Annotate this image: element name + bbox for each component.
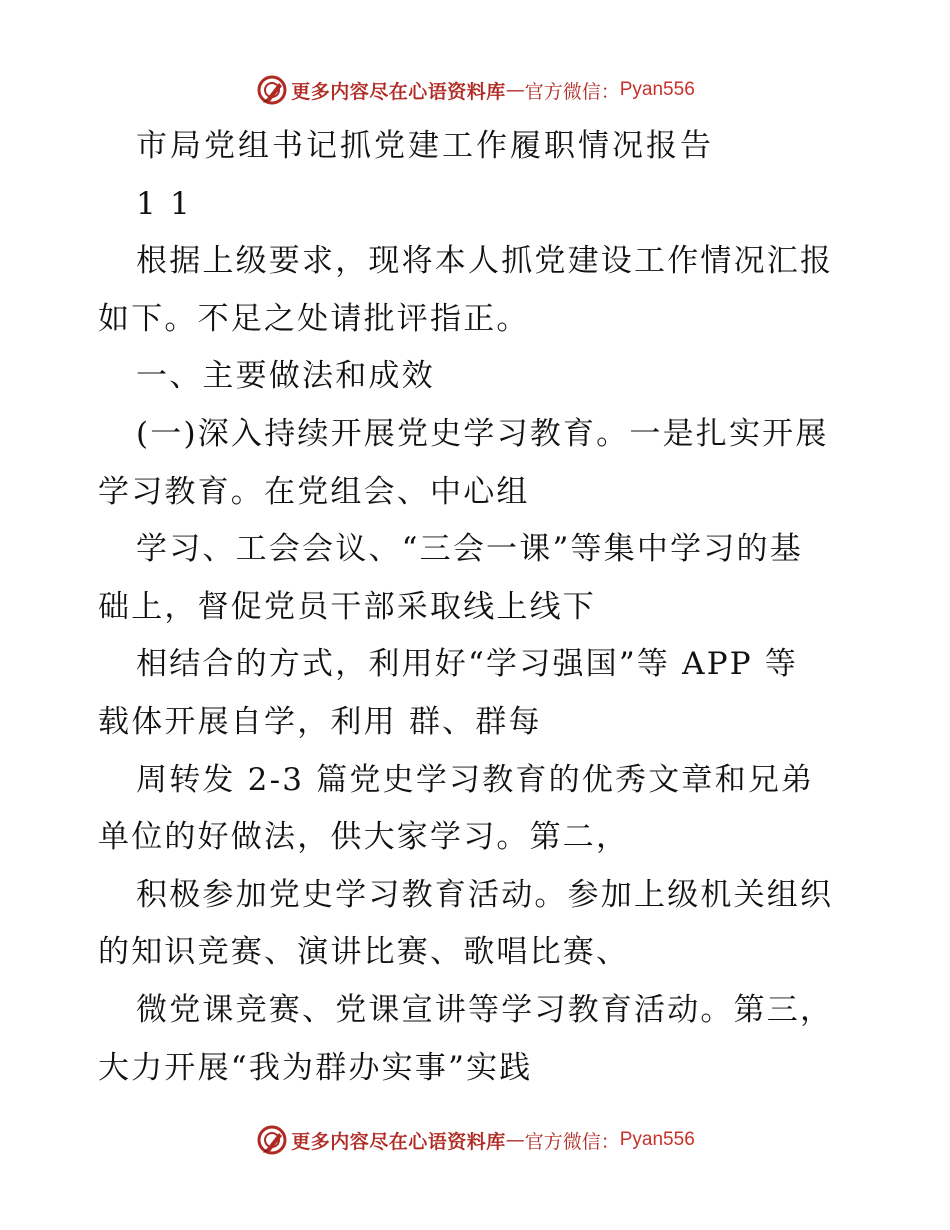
paragraph-line: 积极参加党史学习教育活动。参加上级机关组织 [136, 876, 834, 913]
watermark-brand: 更多内容尽在心语资料库 [291, 80, 506, 103]
paragraph-line: 大力开展“我为群办实事”实践 [98, 1049, 533, 1086]
watermark-dash: — [505, 79, 525, 101]
paragraph-line: 根据上级要求，现将本人抓党建设工作情况汇报 [136, 243, 834, 280]
document-body [98, 118, 858, 1097]
paragraph-line: 相结合的方式，利用好“学习强国”等 APP 等 [136, 646, 799, 683]
document-subheading: 1 1 [136, 185, 192, 222]
paragraph-line: 单位的好做法，供大家学习。第二， [98, 819, 630, 856]
watermark-header [0, 70, 950, 110]
document-title: 市局党组书记抓党建工作履职情况报告 [136, 128, 714, 164]
section-heading: 一、主要做法和成效 [136, 358, 435, 395]
paragraph-line: 周转发 2-3 篇党史学习教育的优秀文章和兄弟 [136, 761, 815, 798]
pen-nib-logo-icon [255, 73, 289, 107]
paragraph-line: 的知识竞赛、演讲比赛、歌唱比赛、 [98, 934, 630, 971]
watermark-footer [0, 1120, 950, 1160]
paragraph-line: (一)深入持续开展党史学习教育。一是扎实开展 [136, 415, 829, 452]
watermark-wechat-label: 官方微信： [524, 80, 620, 103]
watermark-dash: — [505, 1129, 525, 1151]
watermark-wechat-label: 官方微信： [524, 1130, 620, 1153]
watermark-wechat-id: Pyan556 [619, 1129, 695, 1150]
paragraph-line: 础上，督促党员干部采取线上线下 [98, 588, 596, 625]
paragraph-line: 如下。不足之处请批评指正。 [98, 300, 530, 337]
paragraph-line: 微党课竞赛、党课宣讲等学习教育活动。第三， [136, 991, 834, 1028]
pen-nib-logo-icon [255, 1123, 289, 1157]
paragraph-line: 学习、工会会议、“三会一课”等集中学习的基 [136, 531, 803, 568]
watermark-wechat-id: Pyan556 [619, 79, 695, 100]
paragraph-line: 学习教育。在党组会、中心组 [98, 473, 530, 510]
paragraph-line: 载体开展自学，利用 群、群每 [98, 703, 542, 740]
watermark-brand: 更多内容尽在心语资料库 [291, 1130, 506, 1153]
